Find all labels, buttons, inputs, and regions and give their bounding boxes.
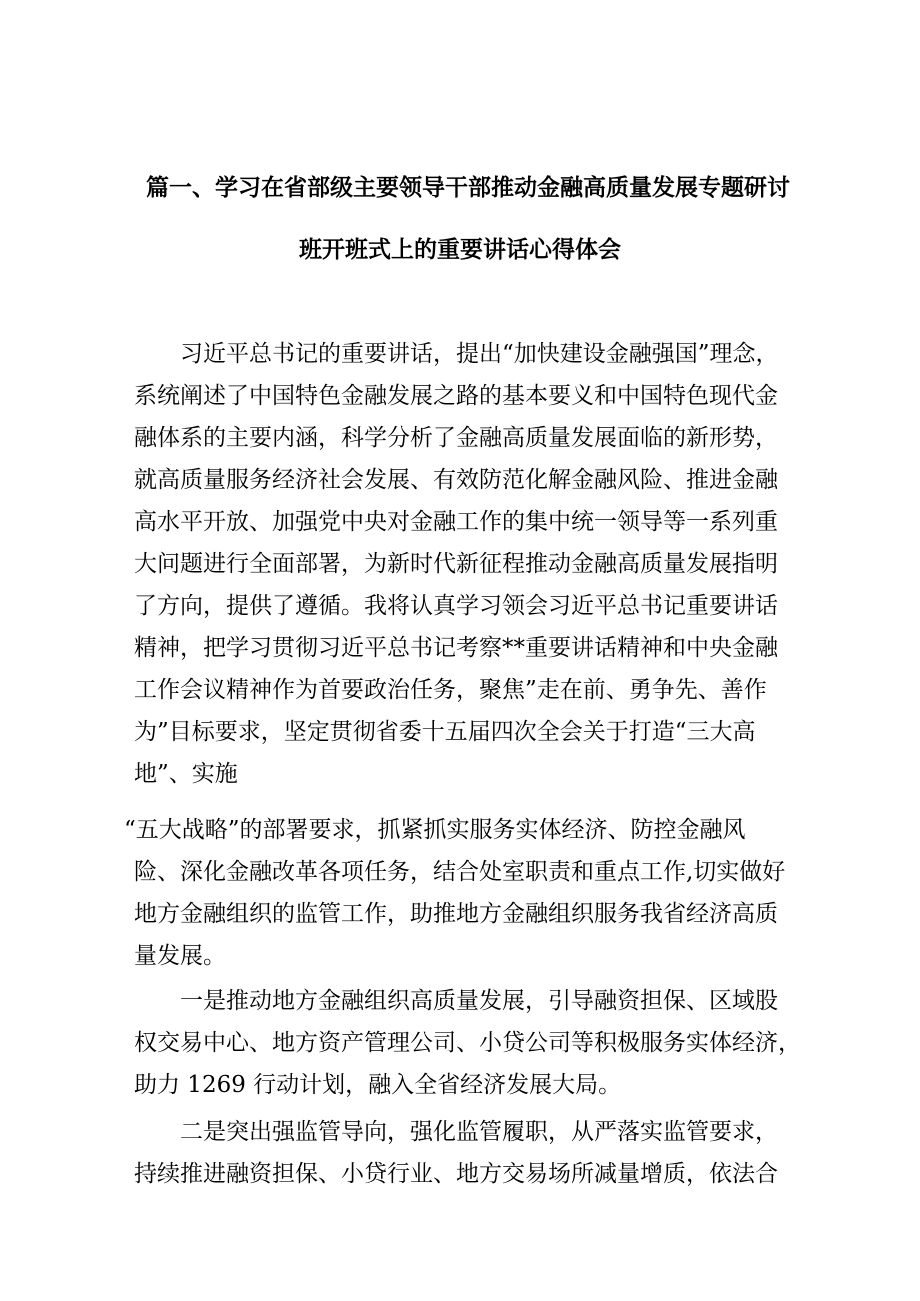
- paragraph-2-line: 地方金融组织的监管工作，助推地方金融组织服务我省经济高质: [134, 901, 778, 927]
- paragraph-4-line: 持续推进融资担保、小贷行业、地方交易场所减量增质，依法合: [134, 1161, 778, 1187]
- paragraph-1-line: 系统阐述了中国特色金融发展之路的基本要义和中国特色现代金: [134, 383, 778, 409]
- paragraph-1-line: 地”、实施: [134, 761, 238, 787]
- paragraph-1-line: 融体系的主要内涵，科学分析了金融高质量发展面临的新形势，: [134, 425, 778, 451]
- paragraph-3-line: 助力 1269 行动计划，融入全省经济发展大局。: [134, 1072, 622, 1098]
- paragraph-2-line: “五大战略”的部署要求，抓紧抓实服务实体经济、防控金融风: [124, 817, 746, 843]
- title-line-1: 篇一、学习在省部级主要领导干部推动金融高质量发展专题研讨: [146, 175, 790, 201]
- paragraph-4-line: 二是突出强监管导向，强化监管履职，从严落实监管要求，: [180, 1119, 778, 1145]
- paragraph-1-line: 为”目标要求，坚定贯彻省委十五届四次全会关于打造“三大高: [134, 719, 756, 745]
- paragraph-3-line: 一是推动地方金融组织高质量发展，引导融资担保、区域股: [180, 988, 778, 1014]
- title-line-2: 班开班式上的重要讲话心得体会: [299, 237, 621, 263]
- paragraph-1-line: 精神，把学习贯彻习近平总书记考察**重要讲话精神和中央金融: [134, 635, 778, 661]
- paragraph-1-line: 大问题进行全面部署，为新时代新征程推动金融高质量发展指明: [134, 551, 778, 577]
- paragraph-2-line: 量发展。: [134, 943, 226, 969]
- paragraph-1-line: 高水平开放、加强党中央对金融工作的集中统一领导等一系列重: [134, 509, 778, 535]
- paragraph-1-line: 就高质量服务经济社会发展、有效防范化解金融风险、推进金融: [134, 467, 778, 493]
- paragraph-3-line: 权交易中心、地方资产管理公司、小贷公司等积极服务实体经济，: [134, 1030, 801, 1056]
- paragraph-1-line: 了方向，提供了遵循。我将认真学习领会习近平总书记重要讲话: [134, 593, 778, 619]
- paragraph-1-line: 习近平总书记的重要讲话，提出“加快建设金融强国”理念，: [180, 341, 779, 367]
- paragraph-1-line: 工作会议精神作为首要政治任务，聚焦”走在前、勇争先、善作: [134, 677, 767, 703]
- paragraph-2-line: 险、深化金融改革各项任务，结合处室职责和重点工作,切实做好: [134, 859, 786, 885]
